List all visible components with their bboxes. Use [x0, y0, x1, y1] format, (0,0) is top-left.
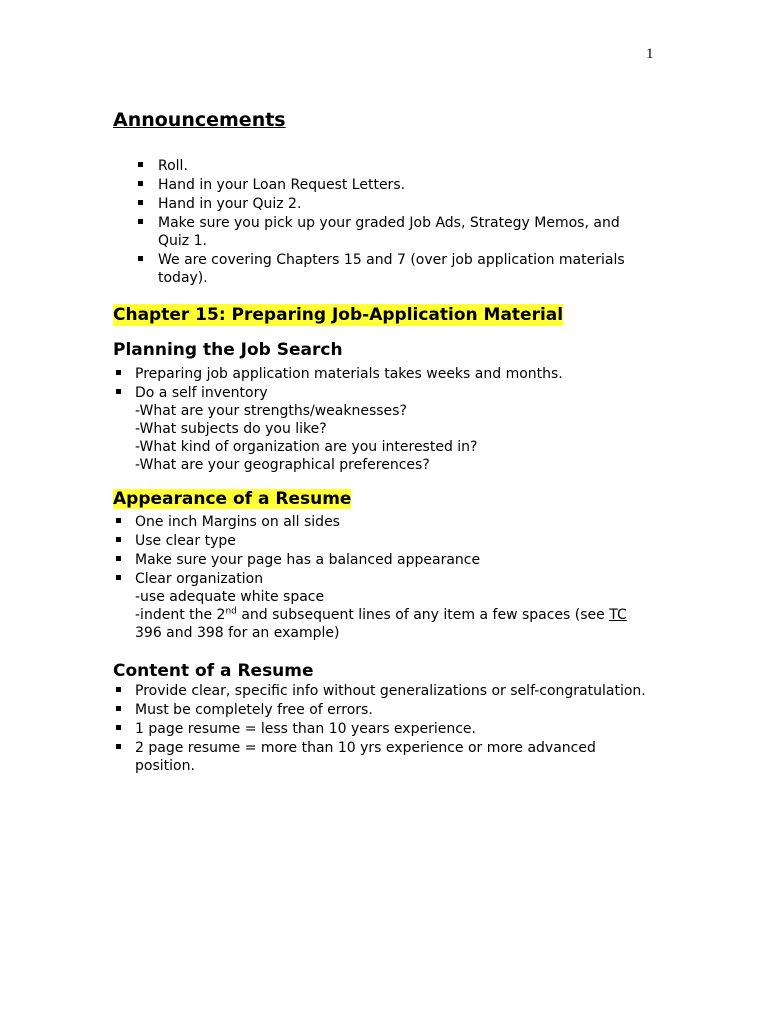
square-bullet-icon	[116, 556, 121, 561]
list-item: Preparing job application materials takes weeks and months.	[113, 365, 653, 383]
square-bullet-icon	[116, 575, 121, 580]
square-bullet-icon	[116, 370, 121, 375]
list-item: 1 page resume = less than 10 years experience.	[113, 720, 653, 738]
list-item: Use clear type	[113, 532, 653, 550]
chapter-heading: Chapter 15: Preparing Job-Application Material	[113, 305, 564, 325]
list-item: Must be completely free of errors.	[113, 701, 653, 719]
list-item: Make sure you pick up your graded Job Ads, Strategy Memos, and Quiz 1.	[113, 214, 653, 250]
sub-item: -What kind of organization are you interested in?	[135, 439, 478, 455]
document-body	[113, 106, 653, 776]
sub-item: -What are your strengths/weaknesses?	[135, 403, 407, 419]
announcements-heading: Announcements	[113, 109, 286, 131]
square-bullet-icon	[116, 706, 121, 711]
list-item: Provide clear, specific info without generalizations or self-congratulation.	[113, 682, 653, 700]
sub-item: -use adequate white space	[135, 589, 325, 605]
appearance-list	[113, 513, 653, 642]
tc-reference: TC	[609, 607, 627, 623]
sub-item: -What are your geographical preferences?	[135, 457, 430, 473]
square-bullet-icon	[138, 219, 143, 224]
square-bullet-icon	[138, 162, 143, 167]
list-item: Do a self inventory -What are your strengths/weaknesses? -What subjects do you like? -What kind of organization are you interested in? -What are your geographical preferences?	[113, 384, 653, 474]
content-heading: Content of a Resume	[113, 661, 314, 681]
list-item: Hand in your Quiz 2.	[113, 195, 653, 213]
planning-list	[113, 365, 653, 474]
square-bullet-icon	[138, 181, 143, 186]
page-number: 1	[646, 46, 654, 62]
list-item: Make sure your page has a balanced appearance	[113, 551, 653, 569]
list-item: One inch Margins on all sides	[113, 513, 653, 531]
square-bullet-icon	[116, 537, 121, 542]
sub-item: -What subjects do you like?	[135, 421, 327, 437]
list-item: 2 page resume = more than 10 yrs experience or more advanced position.	[113, 739, 653, 775]
list-item: Hand in your Loan Request Letters.	[113, 176, 653, 194]
list-item: Clear organization -use adequate white space -indent the 2nd and subsequent lines of any item a few spaces (see TC 396 and 398 for an example)	[113, 570, 653, 642]
list-item: Roll.	[113, 157, 653, 175]
square-bullet-icon	[138, 256, 143, 261]
appearance-heading: Appearance of a Resume	[113, 489, 352, 509]
square-bullet-icon	[116, 389, 121, 394]
square-bullet-icon	[116, 744, 121, 749]
square-bullet-icon	[138, 200, 143, 205]
square-bullet-icon	[116, 725, 121, 730]
list-item: We are covering Chapters 15 and 7 (over job application materials today).	[113, 251, 653, 287]
square-bullet-icon	[116, 518, 121, 523]
planning-heading: Planning the Job Search	[113, 340, 343, 360]
sub-item: -indent the 2nd and subsequent lines of any item a few spaces (see TC 396 and 398 for an example)	[135, 606, 627, 641]
square-bullet-icon	[116, 687, 121, 692]
announcements-list	[113, 157, 653, 287]
content-list	[113, 682, 653, 775]
